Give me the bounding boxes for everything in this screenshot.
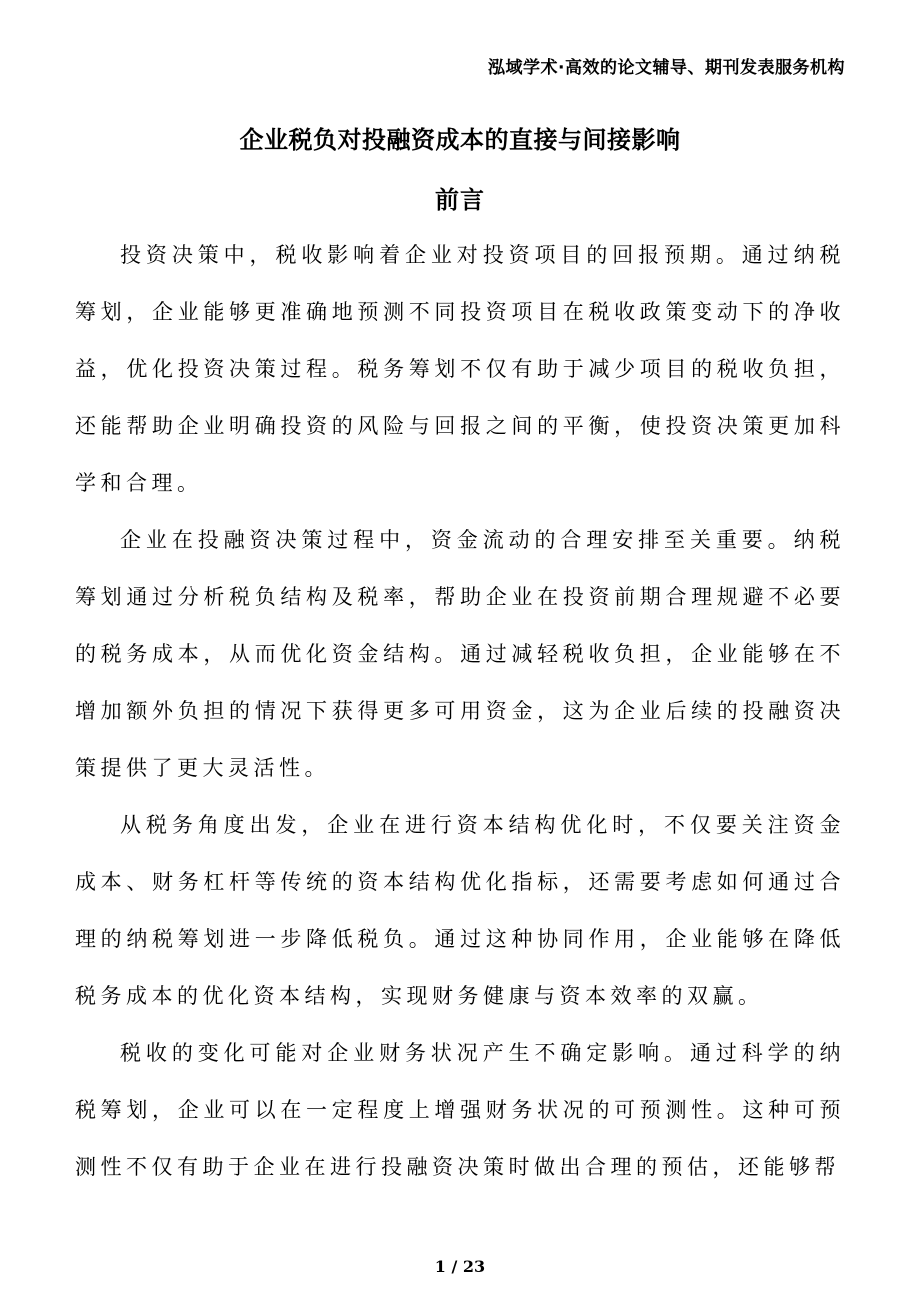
document-body (75, 227, 845, 1196)
document-content (75, 0, 845, 1196)
body-paragraph: 从税务角度出发，企业在进行资本结构优化时，不仅要关注资金成本、财务杠杆等传统的资本结构优化指标，还需要考虑如何通过合理的纳税筹划进一步降低税负。通过这种协同作用，企业能够在降低税务成本的优化资本结构，实现财务健康与资本效率的双赢。 (75, 813, 845, 1008)
document-title: 企业税负对投融资成本的直接与间接影响 (239, 126, 681, 154)
section-heading-preface: 前言 (435, 186, 485, 214)
page-number-indicator: 1 / 23 (434, 1257, 486, 1276)
body-paragraph: 税收的变化可能对企业财务状况产生不确定影响。通过科学的纳税筹划，企业可以在一定程度上增强财务状况的可预测性。这种可预测性不仅有助于企业在进行投融资决策时做出合理的预估，还能够帮 (75, 1041, 845, 1179)
page-header-brand: 泓域学术·高效的论文辅导、期刊发表服务机构 (488, 58, 845, 78)
body-paragraph: 企业在投融资决策过程中，资金流动的合理安排至关重要。纳税筹划通过分析税负结构及税率，帮助企业在投资前期合理规避不必要的税务成本，从而优化资金结构。通过减轻税收负担，企业能够在不增加额外负担的情况下获得更多可用资金，这为企业后续的投融资决策提供了更大灵活性。 (75, 528, 845, 780)
body-paragraph: 投资决策中，税收影响着企业对投资项目的回报预期。通过纳税筹划，企业能够更准确地预测不同投资项目在税收政策变动下的净收益，优化投资决策过程。税务筹划不仅有助于减少项目的税收负担，还能帮助企业明确投资的风险与回报之间的平衡，使投资决策更加科学和合理。 (75, 243, 845, 495)
